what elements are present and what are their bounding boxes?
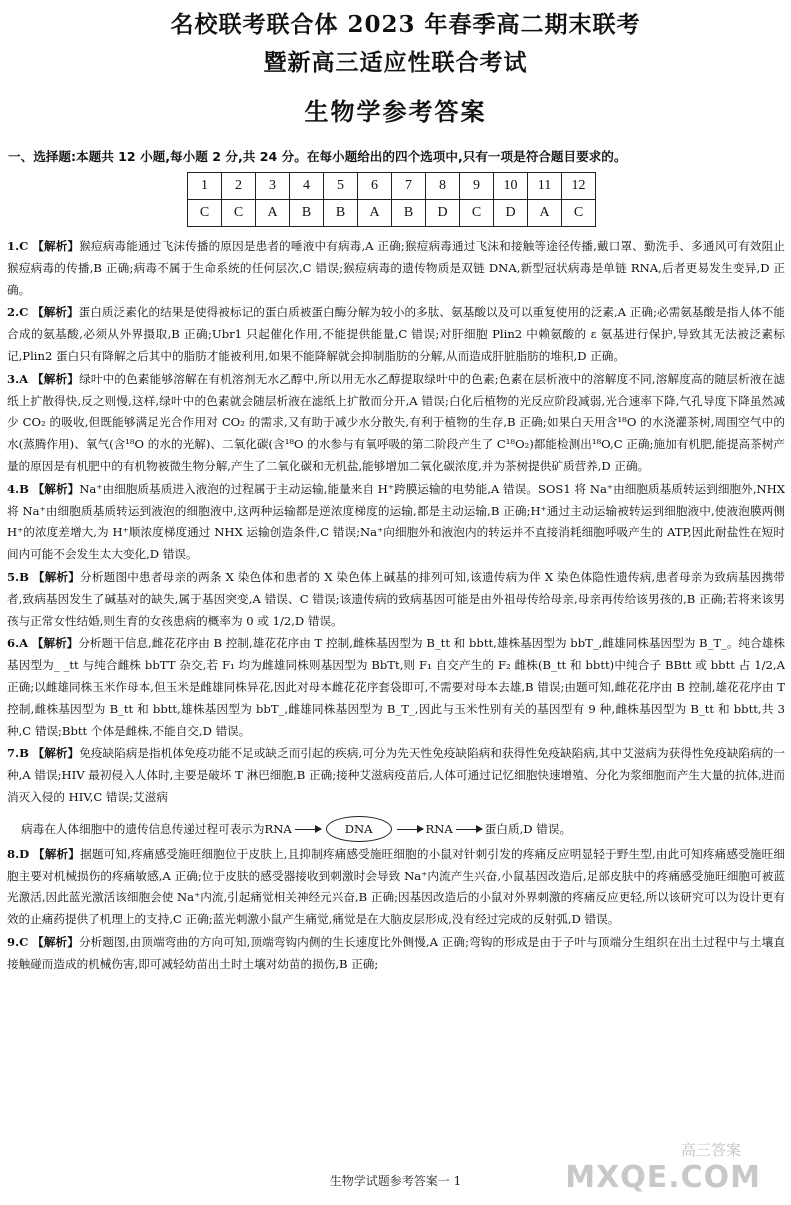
question-number-cell: 12 bbox=[562, 173, 596, 200]
question-number-cell: 3 bbox=[256, 173, 290, 200]
analysis-tag: 【解析】 bbox=[33, 846, 81, 861]
answer-table-numbers-row bbox=[188, 173, 596, 200]
answer-cell: B bbox=[290, 200, 324, 227]
item-text: 分析题干信息,雌花花序由 B 控制,雄花花序由 T 控制,雌株基因型为 B_tt 和 bbtt,雄株基因型为 bbT_,雌雄同株基因型为 B_T_。纯合雄株基因型为_ _tt 与纯合雌株 bbTT 杂交,若 F₁ 均为雌雄同株则基因型为 BbTt,则 F₁ 自交产生的 F₂ 雌株(B_tt 和 bbtt)中纯合子 BBtt 或 bbtt 占 1/2,A 正确;以雌雄同株玉米作母本,但玉米是雌雄同株异花,因此对母本雌花花序套袋即可,不需要对母本去雄,B 错误;由题可知,雌花花序由 B 控制,雄花花序由 T 控制,雌株基因型为 B_tt 和 bbtt,雄株基因型为 bbT_,雌雄同株基因型为 B_T_,因此与玉米性别有关的基因型有 9 种,雌株基因型为 B_tt 和 bbtt,共 3 种,C 错误;Bbtt 个体是雌株,不能自交,D 错误。 bbox=[7, 636, 785, 738]
explanation-item bbox=[7, 369, 785, 478]
explanation-item bbox=[7, 633, 785, 742]
page-title: 生物学参考答案 bbox=[304, 97, 487, 126]
item-number: 5.B bbox=[7, 569, 29, 584]
dna-label: DNA bbox=[344, 821, 373, 836]
explanation-item bbox=[7, 932, 785, 976]
answer-cell: C bbox=[562, 200, 596, 227]
arrow-icon bbox=[456, 829, 482, 830]
question-number-cell: 7 bbox=[392, 173, 426, 200]
answer-cell: D bbox=[494, 200, 528, 227]
question-number-cell: 5 bbox=[324, 173, 358, 200]
analysis-tag: 【解析】 bbox=[32, 934, 79, 949]
explanation-item bbox=[7, 743, 785, 842]
analysis-tag: 【解析】 bbox=[31, 371, 80, 386]
info-flow-suffix: ,D 错误。 bbox=[519, 821, 572, 836]
answer-cell: C bbox=[222, 200, 256, 227]
watermark: MXQE.COM bbox=[565, 1160, 761, 1195]
question-number-cell: 1 bbox=[188, 173, 222, 200]
page-footer: 生物学试题参考答案一 1 bbox=[329, 1174, 462, 1188]
answer-cell: A bbox=[528, 200, 562, 227]
item-number: 8.D bbox=[7, 846, 30, 861]
item-text: Na⁺由细胞质基质进入液泡的过程属于主动运输,能量来自 H⁺跨膜运输的电势能,A 错误。SOS1 将 Na⁺由细胞质基质转运到细胞外,NHX 将 Na⁺由细胞质基质转运到液泡的细胞液中,这两种运输都是逆浓度梯度的运输,都是主动运输,B 正确;H⁺通过主动运输被转运到细胞液中,使液泡膜两侧 H⁺的浓度差增大,为 H⁺顺浓度梯度通过 NHX 运输创造条件,C 错误;Na⁺向细胞外和液泡内的转运并不直接消耗细胞呼吸产生的 ATP,因此耐盐性在短时间内可能不会发生太大变化,D 错误。 bbox=[7, 481, 786, 562]
explanation-item bbox=[7, 844, 785, 931]
explanation-item bbox=[7, 236, 785, 301]
item-number: 3.A bbox=[7, 371, 29, 386]
item-text: 猴痘病毒能通过飞沫传播的原因是患者的唾液中有病毒,A 正确;猴痘病毒通过飞沫和接触等途径传播,戴口罩、勤洗手、多通风可有效阻止猴痘病毒的传播,B 正确;病毒不属于生命系统的任何层次,C 错误;猴痘病毒的遗传物质是双链 DNA,新型冠状病毒是单链 RNA,后者更易发生变异,D 正确。 bbox=[7, 239, 785, 297]
watermark-sub: 高三答案 bbox=[680, 1141, 741, 1159]
question-number-cell: 2 bbox=[222, 173, 256, 200]
info-flow-diagram bbox=[7, 815, 785, 843]
analysis-tag: 【解析】 bbox=[31, 636, 79, 651]
exam-title-line2: 暨新高三适应性联合考试 bbox=[263, 49, 528, 76]
explanations bbox=[7, 236, 785, 977]
item-number: 7.B bbox=[7, 746, 29, 761]
section-heading: 一、选择题:本题共 12 小题,每小题 2 分,共 24 分。在每小题给出的四个选项中,只有一项是符合题目要求的。 bbox=[8, 149, 627, 164]
dna-cycle-icon bbox=[326, 816, 392, 842]
analysis-tag: 【解析】 bbox=[32, 746, 80, 761]
protein-label: 蛋白质 bbox=[484, 821, 520, 836]
analysis-tag: 【解析】 bbox=[32, 569, 81, 584]
arrow-icon bbox=[397, 829, 423, 830]
explanation-item bbox=[7, 302, 785, 367]
rna-label: RNA bbox=[425, 821, 453, 836]
answer-cell: A bbox=[256, 200, 290, 227]
item-number: 2.C bbox=[7, 305, 29, 320]
item-number: 4.B bbox=[7, 481, 29, 496]
analysis-tag: 【解析】 bbox=[32, 481, 80, 496]
exam-title-line1: 名校联考联合体 2023 年春季高二期末联考 bbox=[170, 11, 641, 38]
analysis-tag: 【解析】 bbox=[32, 305, 79, 320]
answer-table bbox=[187, 172, 596, 227]
info-flow-prefix: 病毒在人体细胞中的遗传信息传递过程可表示为RNA bbox=[21, 821, 292, 836]
question-number-cell: 6 bbox=[358, 173, 392, 200]
answer-cell: C bbox=[188, 200, 222, 227]
item-number: 1.C bbox=[7, 239, 29, 253]
question-number-cell: 4 bbox=[290, 173, 324, 200]
item-text: 绿叶中的色素能够溶解在有机溶剂无水乙醇中,所以用无水乙醇提取绿叶中的色素;色素在层析液中的溶解度不同,溶解度高的随层析液在滤纸上扩散得快,反之则慢,这样,绿叶中的色素就会随层析液在滤纸上扩散而分开,A 错误;白化后植物的光反应阶段减弱,光合速率下降,气孔导度下降虽然减少 CO₂ 的吸收,但既能够满足光合作用对 CO₂ 的需求,又有助于减少水分散失,有利于植物的生存,B 正确;如果白天用含¹⁸O 的水浇灌茶树,周围空气中的水(蒸腾作用)、氧气(含¹⁸O 的水的光解)、二氧化碳(含¹⁸O 的水参与有氧呼吸的第二阶段产生了 C¹⁸O₂)都能检测出¹⁸O,C 正确;施加有机肥,能提高茶树产量的原因是有机肥中的有机物被微生物分解,产生了二氧化碳和无机盐,能够增加二氧化碳浓度,并为茶树提供矿质营养,D 正确。 bbox=[7, 371, 786, 473]
item-text: 分析题图,由顶端弯曲的方向可知,顶端弯钩内侧的生长速度比外侧慢,A 正确;弯钩的形成是由于子叶与顶端分生组织在出土过程中与土壤直接触碰而造成的机械伤害,即可减轻幼苗出土时土壤对幼苗的损伤,B 正确; bbox=[7, 934, 785, 971]
answer-table-answers-row bbox=[188, 200, 596, 227]
item-number: 9.C bbox=[7, 934, 29, 949]
question-number-cell: 10 bbox=[494, 173, 528, 200]
answer-cell: B bbox=[392, 200, 426, 227]
answer-cell: B bbox=[324, 200, 358, 227]
question-number-cell: 11 bbox=[528, 173, 562, 200]
explanation-item bbox=[7, 567, 785, 632]
item-text: 免疫缺陷病是指机体免疫功能不足或缺乏而引起的疾病,可分为先天性免疫缺陷病和获得性免疫缺陷病,其中艾滋病为获得性免疫缺陷病的一种,A 错误;HIV 最初侵入人体时,主要是破坏 T 淋巴细胞,B 正确;接种艾滋病疫苗后,人体可通过记忆细胞快速增殖、分化为浆细胞而产生大量的抗体,进而消灭入侵的 HIV,C 错误;艾滋病 bbox=[7, 746, 785, 804]
item-text: 分析题图中患者母亲的两条 X 染色体和患者的 X 染色体上碱基的排列可知,该遗传病为伴 X 染色体隐性遗传病,患者母亲为致病基因携带者,致病基因发生了碱基对的缺失,属于基因突变,A 错误、C 错误;该遗传病的致病基因可能是由外祖母传给母亲,母亲再传给该男孩的,B 正确;若将来该男孩与正常女性结婚,则生育的女孩患病的概率为 0 或 1/2,D 错误。 bbox=[7, 569, 785, 628]
analysis-tag: 【解析】 bbox=[32, 239, 80, 253]
answer-cell: C bbox=[460, 200, 494, 227]
explanation-item bbox=[7, 479, 785, 566]
item-text: 蛋白质泛素化的结果是使得被标记的蛋白质被蛋白酶分解为较小的多肽、氨基酸以及可以重复使用的泛素,A 正确;必需氨基酸是指人体不能合成的氨基酸,必须从外界摄取,B 正确;Ubr1 只起催化作用,不能提供能量,C 错误;对肝细胞 Plin2 中赖氨酸的 ε 氨基进行保护,导致其无法被泛素标记,Plin2 蛋白只有降解之后其中的脂肪才能被利用,如果不能降解就会抑制脂肪的分解,从而造成肝脏脂肪的堆积,D 正确。 bbox=[7, 305, 785, 363]
item-number: 6.A bbox=[7, 636, 29, 651]
question-number-cell: 9 bbox=[460, 173, 494, 200]
question-number-cell: 8 bbox=[426, 173, 460, 200]
answer-cell: A bbox=[358, 200, 392, 227]
answer-cell: D bbox=[426, 200, 460, 227]
arrow-icon bbox=[295, 829, 321, 830]
item-text: 据题可知,疼痛感受施旺细胞位于皮肤上,且抑制疼痛感受施旺细胞的小鼠对针刺引发的疼痛反应明显轻于野生型,由此可知疼痛感受施旺细胞主要对机械损伤的疼痛敏感,A 正确;位于皮肤的感受器接收到刺激时会导致 Na⁺内流产生兴奋,小鼠基因改造后,足部皮肤中的疼痛感受施旺细胞可被蓝光激活,因此蓝光激活该细胞会使 Na⁺内流,引起痛觉相关神经元兴奋,B 正确;因基因改造后的小鼠对外界刺激的疼痛反应更轻,所以该研究可以为设计更有效的止痛药提供了机理上的支持,C 正确;蓝光刺激小鼠产生痛觉,痛觉是在大脑皮层形成,没有经过完成的反射弧,D 错误。 bbox=[7, 846, 786, 927]
